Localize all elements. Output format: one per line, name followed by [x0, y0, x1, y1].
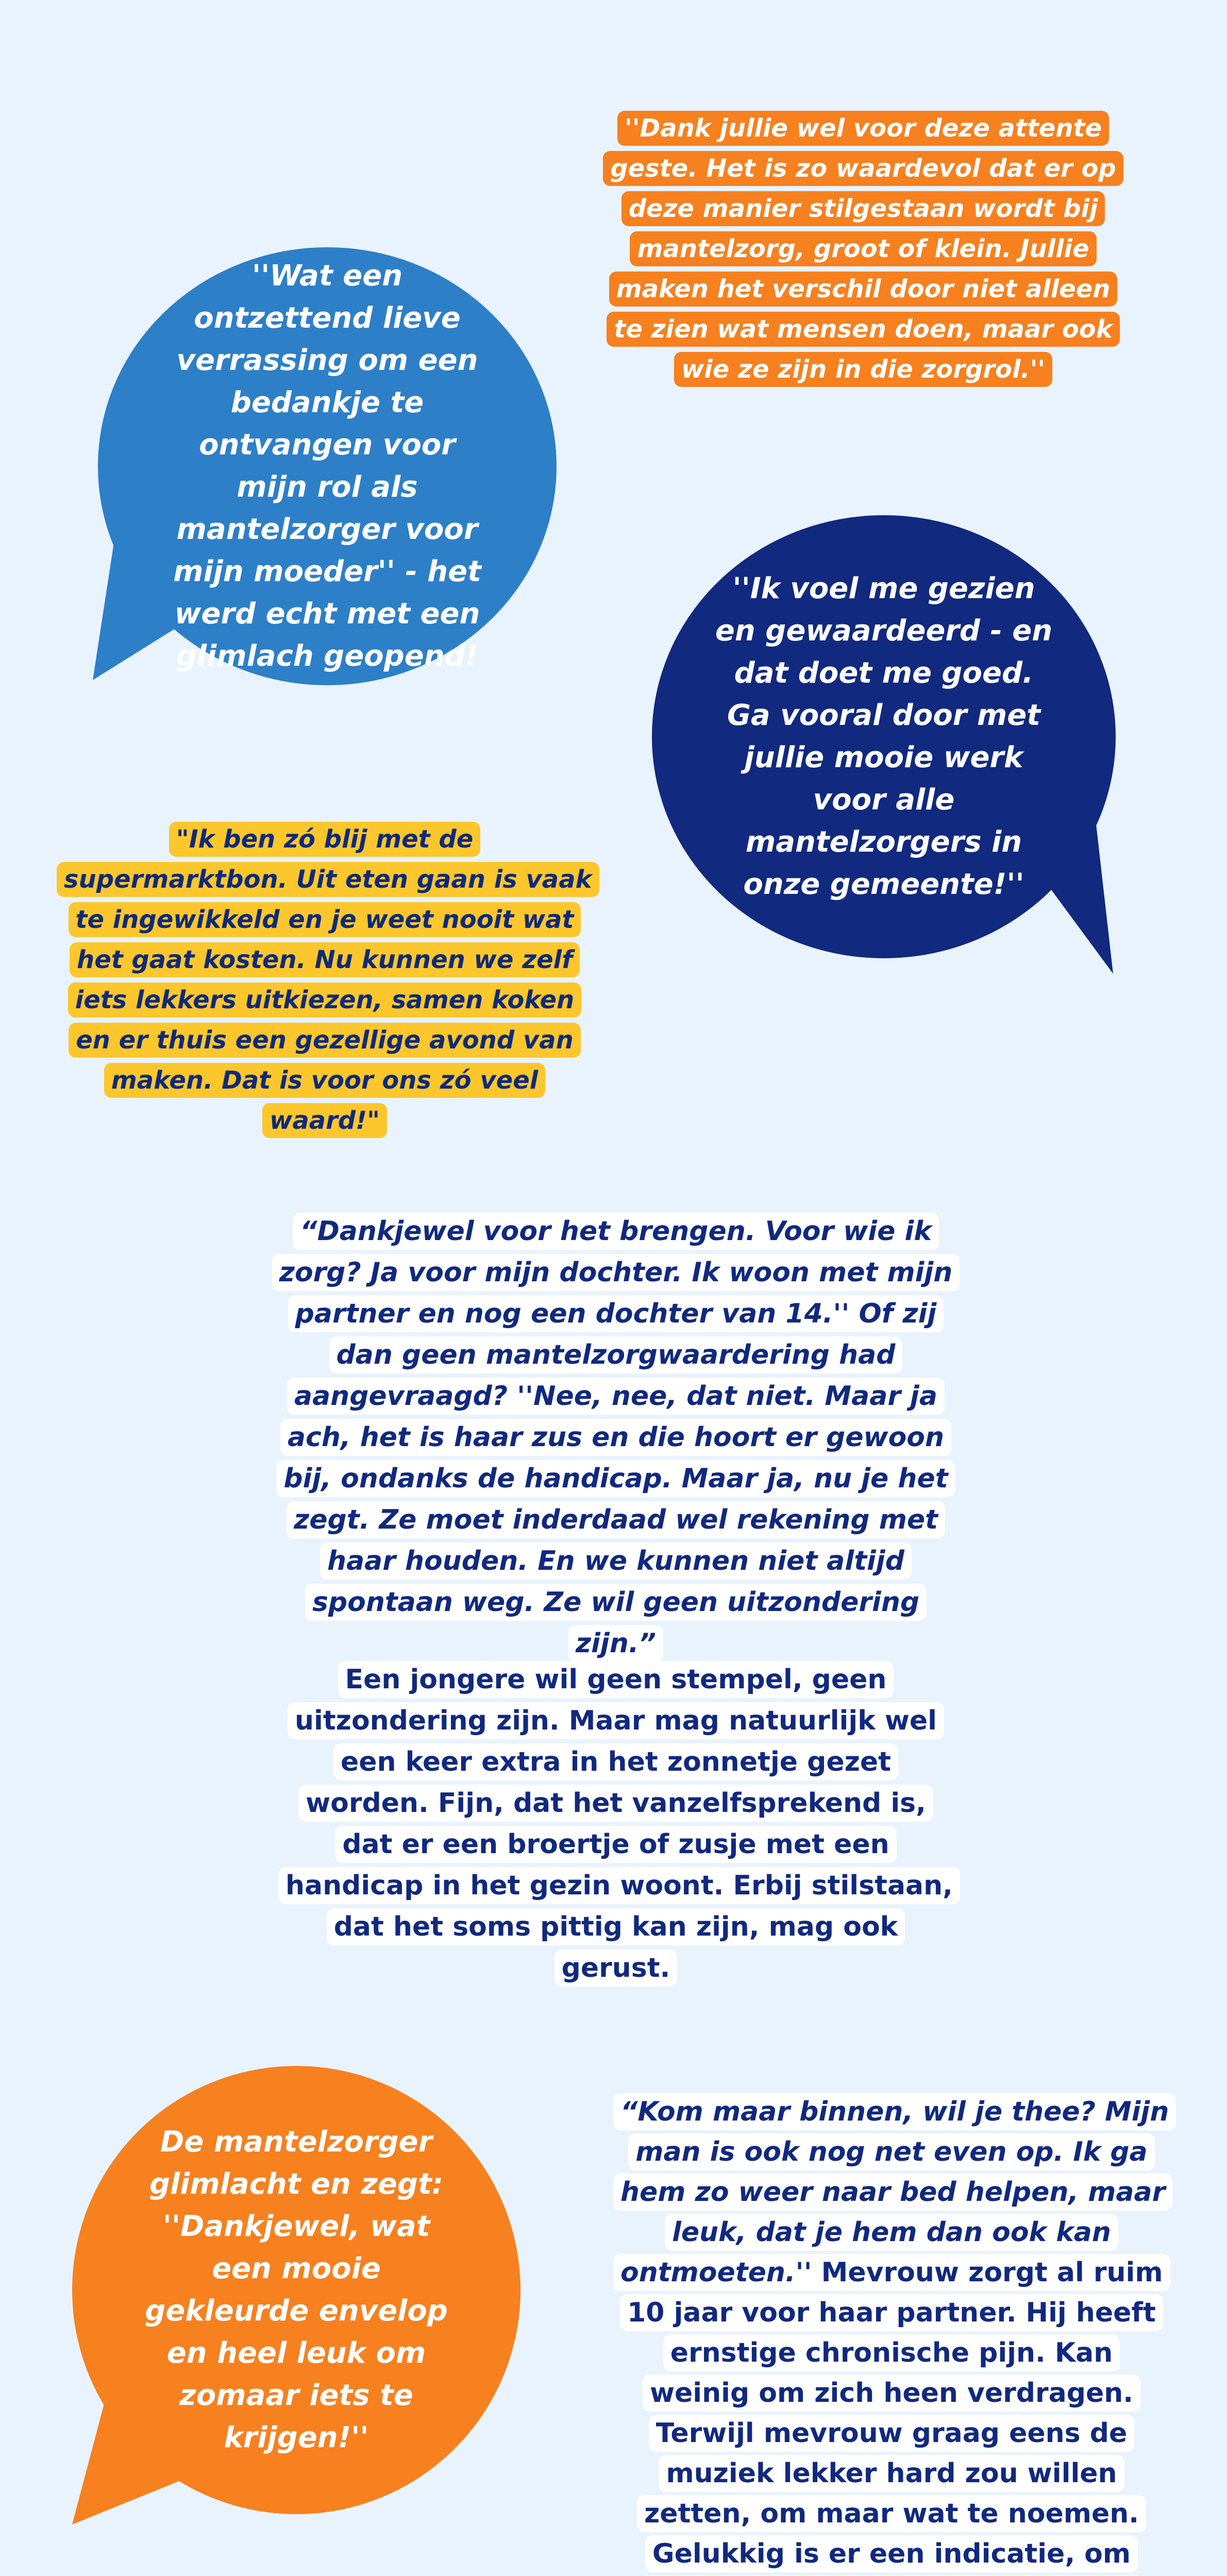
- speech-bubble-orange-body: [72, 2066, 520, 2514]
- story-husband-box: [613, 2093, 1176, 2576]
- speech-bubble-blue-body: [98, 247, 557, 685]
- speech-bubble-navy-text: ''Ik voel me gezien en gewaardeerd - en dat doet me goed. Ga vooral door met jullie mooie werk voor alle mantelzorgers in onze gemeente!'': [715, 572, 1053, 901]
- speech-bubble-blue-text: ''Wat een ontzettend lieve verrassing om een bedankje te ontvangen voor mijn rol als mantelzorger voor mijn moeder'' - het werd echt met een glimlach geopend!: [173, 259, 481, 673]
- quote-yellow-left: [57, 819, 593, 1141]
- story-husband-text-1: Mevrouw zorgt al ruim 10 jaar voor haar partner. Hij heeft ernstige chronische pijn. Kan weinig om zich heen verdragen. Terwijl mevrouw graag eens de muziek lekker hard zou willen zetten, om maar wat te noemen. Gelukkig is er een indicatie, om: [627, 2257, 1163, 2569]
- story-daughter-note-block: [278, 1659, 953, 1989]
- quote-orange-top-text: ''Dank jullie wel voor deze attente geste. Het is zo waardevol dat er op deze manier stilgestaan wordt bij mantelzorg, groot of klein. Jullie maken het verschil door niet alleen te zien wat mensen doen, maar ook wie ze zijn in die zorgrol.'': [603, 111, 1123, 387]
- story-daughter: [263, 1211, 969, 1664]
- speech-bubble-navy-body: [652, 515, 1116, 958]
- story-daughter-note: Een jongere wil geen stempel, geen uitzondering zijn. Maar mag natuurlijk wel een keer extra in het zonnetje gezet worden. Fijn, dat het vanzelfsprekend is, dat er een broertje of zusje met een handicap in het gezin woont. Erbij stilstaan, dat het soms pittig kan zijn, mag ook gerust.: [278, 1661, 960, 1987]
- story-daughter-quote: “Dankjewel voor het brengen. Voor wie ik zorg? Ja voor mijn dochter. Ik woon met mijn partner en nog een dochter van 14.'' Of zij dan geen mantelzorgwaardering had aangevraagd? ''Nee, nee, dat niet. Maar ja ach, het is haar zus en die hoort er gewoon bij, ondanks de handicap. Maar ja, nu je het zegt. Ze moet inderdaad wel rekening met haar houden. En we kunnen niet altijd spontaan weg. Ze wil geen uitzondering zijn.”: [272, 1213, 960, 1662]
- quote-orange-top: [598, 108, 1129, 389]
- story-husband: [613, 2092, 1170, 2576]
- quote-yellow-left-text: "Ik ben zó blij met de supermarktbon. Uit eten gaan is vaak te ingewikkeld en je weet nooit wat het gaat kosten. Nu kunnen we zelf iets lekkers uitkiezen, samen koken en er thuis een gezellige avond van maken. Dat is voor ons zó veel waard!": [57, 822, 599, 1138]
- speech-bubble-orange-text: De mantelzorger glimlacht en zegt: ''Dankjewel, wat een mooie gekleurde envelop en heel leuk om zomaar iets te krijgen!'': [145, 2125, 448, 2454]
- story-husband-quote-1: “Kom maar binnen, wil je thee? Mijn man is ook nog net even op. Ik ga hem zo weer naar bed helpen, maar leuk, dat je hem dan ook kan ontmoeten.'': [620, 2096, 1169, 2288]
